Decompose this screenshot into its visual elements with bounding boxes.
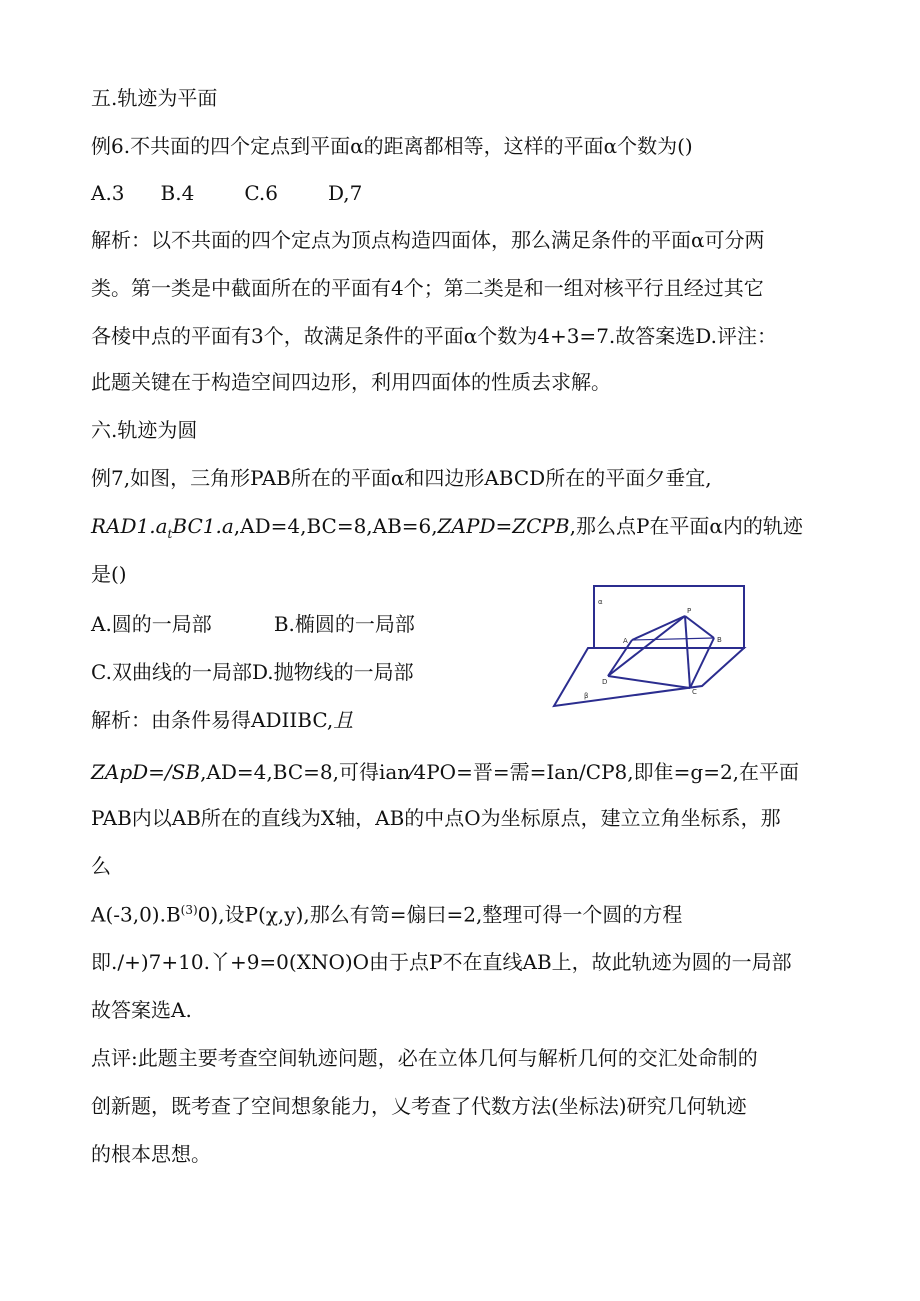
geometry-figure	[552, 580, 748, 712]
label-beta: β	[584, 692, 589, 700]
analysis-line: 此题关键在于构造空间四边形，利用四面体的性质去求解。	[91, 370, 611, 394]
edge-ad	[608, 640, 632, 676]
condition-text: ,那么点P在平面α内的轨迹	[569, 514, 803, 538]
example-7-question: 例7,如图，三角形PAB所在的平面α和四边形ABCD所在的平面夕垂宜,	[91, 466, 712, 490]
label-c: C	[692, 688, 697, 696]
analysis-italic: ZApD=/SB	[91, 760, 201, 784]
option-c: C.双曲线的一局部	[91, 660, 252, 684]
analysis-line: 解析：以不共面的四个定点为顶点构造四面体，那么满足条件的平面α可分两	[91, 228, 765, 252]
analysis-text: ,AD=4,BC=8,可得ian⁄4PO=晋=需=Ian/CP8,即隹=g=2,在平面	[200, 760, 800, 784]
example-7-options-row1	[91, 614, 415, 634]
option-a: A.3	[91, 181, 125, 205]
analysis-line: 各棱中点的平面有3个，故满足条件的平面α个数为4+3=7.故答案选D.评注：	[91, 324, 777, 348]
edge-ab	[632, 638, 714, 640]
example-7-question-end: 是()	[91, 562, 127, 586]
plane-beta	[554, 648, 744, 706]
analysis-text: A(-3,0).B	[91, 902, 181, 927]
example-6-options	[91, 183, 362, 203]
section-heading-6: 六.轨迹为圆	[91, 418, 198, 442]
edge-pd	[608, 616, 685, 676]
analysis-italic: 且	[333, 708, 354, 732]
analysis-superscript: (3)	[180, 903, 198, 917]
label-b: B	[717, 636, 722, 644]
label-p: P	[687, 607, 692, 615]
condition-italic: ZAPD=ZCPB	[437, 514, 570, 538]
edge-cb	[690, 638, 714, 688]
perpendicular-planes-diagram	[552, 580, 748, 712]
edge-pb	[685, 616, 714, 638]
example-7-conditions	[91, 516, 803, 540]
option-b: B.4	[160, 181, 195, 205]
condition-italic: RAD1.a	[91, 514, 168, 538]
option-c: C.6	[244, 181, 278, 205]
condition-text: ,AD=4,BC=8,AB=6,	[233, 514, 438, 538]
comment-line: 创新题，既考查了空间想象能力，乂考查了代数方法(坐标法)研究几何轨迹	[91, 1094, 747, 1118]
label-d: D	[602, 678, 608, 686]
analysis-text: 解析：由条件易得ADIIBC,	[91, 708, 334, 732]
analysis-line	[91, 904, 682, 925]
condition-subscript: t	[167, 527, 173, 541]
label-alpha: α	[598, 598, 603, 606]
option-b: B.椭圆的一局部	[273, 612, 415, 636]
analysis-text: 0),设P(χ,y),那么有笥=傓曰=2,整理可得一个圆的方程	[197, 902, 683, 927]
analysis-line: 么	[91, 854, 111, 878]
example-7-options-row2	[91, 662, 414, 682]
analysis-line	[91, 762, 799, 782]
analysis-line	[91, 710, 353, 730]
label-a: A	[623, 637, 628, 645]
option-a: A.圆的一局部	[91, 612, 212, 636]
condition-italic: BC1.a	[172, 514, 234, 538]
analysis-line: PAB内以AB所在的直线为X轴，AB的中点O为坐标原点，建立立角坐标系，那	[91, 806, 781, 830]
analysis-line: 类。第一类是中截面所在的平面有4个；第二类是和一组对核平行且经过其它	[91, 276, 764, 300]
comment-line: 点评:此题主要考查空间轨迹问题，必在立体几何与解析几何的交汇处命制的	[91, 1046, 758, 1070]
section-heading-5: 五.轨迹为平面	[91, 86, 218, 110]
comment-line: 的根本思想。	[91, 1142, 211, 1166]
analysis-line: 故答案选A.	[91, 998, 192, 1022]
example-6-question: 例6.不共面的四个定点到平面α的距离都相等，这样的平面α个数为()	[91, 134, 693, 158]
option-d: D,7	[327, 181, 363, 205]
edge-dc	[608, 676, 690, 688]
option-d: D.抛物线的一局部	[251, 660, 414, 684]
edge-pc	[685, 616, 690, 688]
analysis-line: 即./+)7+10.丫+9=0(XNO)O由于点P不在直线AB上，故此轨迹为圆的一局部	[91, 950, 792, 974]
